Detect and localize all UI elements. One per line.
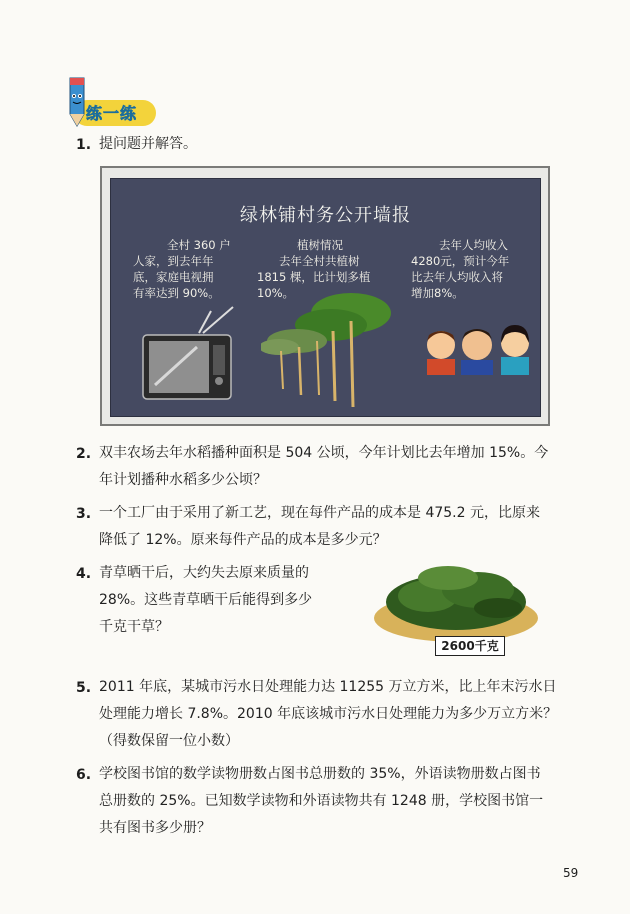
grass-weight-label: 2600千克: [435, 636, 505, 656]
television-icon: [141, 305, 241, 405]
badge-label: 练一练: [86, 104, 138, 123]
board-col2-head: 植树情况: [297, 238, 343, 252]
page-number: 59: [563, 866, 579, 880]
question-5-line-2: 处理能力增长 7.8%。2010 年底该城市污水日处理能力为多少万立方米？: [99, 706, 558, 722]
question-4-line-2: 28%。这些青草晒干后能得到多少: [99, 592, 313, 608]
question-6-line-3: 共有图书多少册？: [99, 820, 211, 836]
board-col2-line: 去年全村共植树: [279, 254, 360, 268]
board-column-income: [411, 237, 509, 301]
question-5-number: 5.: [76, 680, 92, 696]
exercise-badge: [60, 74, 170, 130]
question-1-number: 1.: [76, 137, 92, 153]
board-col1-line: 有率达到 90%。: [133, 286, 220, 300]
people-icon: [423, 319, 535, 375]
board-title: 绿林铺村务公开墙报: [240, 205, 411, 226]
trees-icon: [261, 291, 401, 411]
board-col3-line: 去年人均收入: [439, 238, 508, 252]
board-col1-line: 底，家庭电视拥: [133, 270, 214, 284]
board-col3-line: 4280元，预计今年: [411, 254, 510, 268]
bulletin-board: [110, 178, 541, 417]
board-column-tv: [133, 237, 231, 301]
question-2-line-1: 双丰农场去年水稻播种面积是 504 公顷，今年计划比去年增加 15%。今: [99, 445, 549, 461]
board-col1-line: 全村 360 户: [167, 238, 231, 252]
question-2-line-2: 年计划播种水稻多少公顷？: [99, 472, 267, 488]
question-3-line-1: 一个工厂由于采用了新工艺，现在每件产品的成本是 475.2 元，比原来: [99, 505, 540, 521]
question-2-number: 2.: [76, 446, 92, 462]
board-col3-line: 增加8%。: [411, 286, 464, 300]
board-col2-line: 1815 棵，比计划多植: [257, 270, 371, 284]
board-col1-line: 人家，到去年年: [133, 254, 214, 268]
question-6-line-1: 学校图书馆的数学读物册数占图书总册数的 35%，外语读物册数占图书: [99, 766, 541, 782]
question-5-line-1: 2011 年底，某城市污水日处理能力达 11255 万立方米，比上年末污水日: [99, 679, 557, 695]
question-4-number: 4.: [76, 566, 92, 582]
question-5-line-3: （得数保留一位小数）: [99, 733, 239, 749]
question-3-line-2: 降低了 12%。原来每件产品的成本是多少元？: [99, 532, 387, 548]
question-6-line-2: 总册数的 25%。已知数学读物和外语读物共有 1248 册，学校图书馆一: [99, 793, 544, 809]
board-col2-line: 10%。: [257, 286, 295, 300]
question-4-line-1: 青草晒干后，大约失去原来质量的: [99, 565, 309, 581]
grass-pile-icon: [368, 556, 548, 646]
question-4-line-3: 千克干草？: [99, 619, 169, 635]
question-6-number: 6.: [76, 767, 92, 783]
board-col3-line: 比去年人均收入将: [411, 270, 503, 284]
question-3-number: 3.: [76, 506, 92, 522]
question-1-text: 提问题并解答。: [99, 136, 197, 152]
